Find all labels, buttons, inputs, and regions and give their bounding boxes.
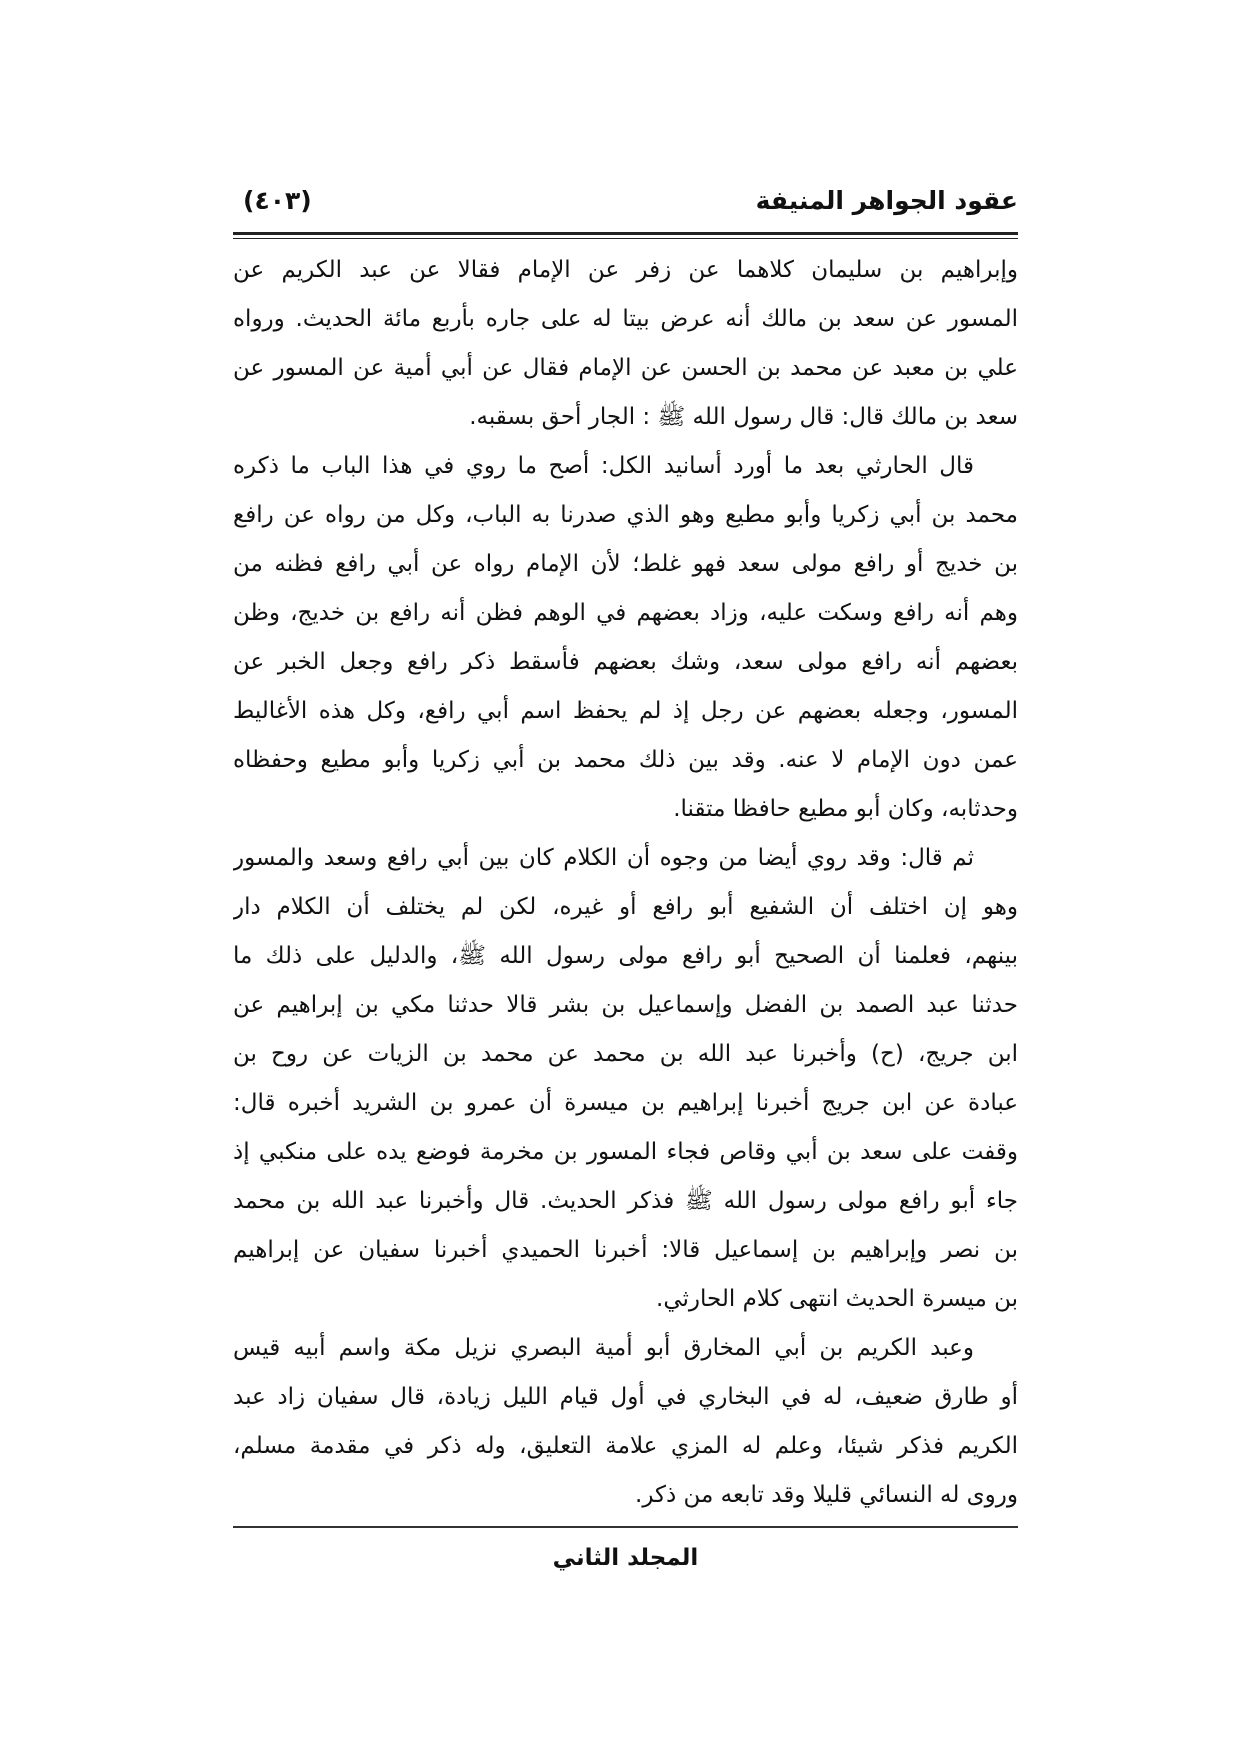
text-line: علي بن معبد عن محمد بن الحسن عن الإمام فقال عن أبي أمية عن المسور عن <box>233 355 1018 381</box>
text-line: المسور عن سعد بن مالك أنه عرض بيتا له على جاره بأربع مائة الحديث. ورواه <box>233 306 1018 332</box>
text-line: بينهم، فعلمنا أن الصحيح أبو رافع مولى رسول الله ﷺ، والدليل على ذلك ما <box>233 943 1018 969</box>
text-line: محمد بن أبي زكريا وأبو مطيع وهو الذي صدرنا به الباب، وكل من رواه عن رافع <box>233 502 1018 528</box>
text-line: أو طارق ضعيف، له في البخاري في أول قيام الليل زيادة، قال سفيان زاد عبد <box>233 1384 1018 1410</box>
text-line: وروى له النسائي قليلا وقد تابعه من ذكر. <box>635 1482 1018 1508</box>
text-line: وحدثابه، وكان أبو مطيع حافظا متقنا. <box>673 796 1018 822</box>
volume-label: المجلد الثاني <box>552 1545 699 1571</box>
text-line: عمن دون الإمام لا عنه. وقد بين ذلك محمد بن أبي زكريا وأبو مطيع وحفظاه <box>233 747 1018 773</box>
text-line: حدثنا عبد الصمد بن الفضل وإسماعيل بن بشر قالا حدثنا مكي بن إبراهيم عن <box>233 992 1018 1018</box>
text-line: وقفت على سعد بن أبي وقاص فجاء المسور بن مخرمة فوضع يده على منكبي إذ <box>233 1139 1018 1165</box>
text-line: بعضهم أنه رافع مولى سعد، وشك بعضهم فأسقط ذكر رافع وجعل الخبر عن <box>233 649 1018 675</box>
paragraph <box>233 246 1018 442</box>
header-rule-thin <box>233 238 1018 239</box>
book-title: عقود الجواهر المنيفة <box>755 186 1018 215</box>
text-line: وعبد الكريم بن أبي المخارق أبو أمية البصري نزيل مكة واسم أبيه قيس <box>233 1335 974 1361</box>
body-text <box>233 246 1018 1520</box>
paragraph <box>233 1324 1018 1520</box>
text-line: سعد بن مالك قال: قال رسول الله ﷺ : الجار أحق بسقبه. <box>469 404 1018 430</box>
text-line: المسور، وجعله بعضهم عن رجل إذ لم يحفظ اسم أبي رافع، وكل هذه الأغاليط <box>233 698 1018 724</box>
text-line: بن نصر وإبراهيم بن إسماعيل قالا: أخبرنا الحميدي أخبرنا سفيان عن إبراهيم <box>233 1237 1018 1263</box>
text-line: وإبراهيم بن سليمان كلاهما عن زفر عن الإمام فقالا عن عبد الكريم عن <box>233 257 1018 283</box>
text-line: وهم أنه رافع وسكت عليه، وزاد بعضهم في الوهم فظن أنه رافع بن خديج، وظن <box>233 600 1018 626</box>
running-header <box>233 186 1018 226</box>
text-line: عبادة عن ابن جريج أخبرنا إبراهيم بن ميسرة أن عمرو بن الشريد أخبره قال: <box>233 1090 1018 1116</box>
header-rule-thick <box>233 232 1018 235</box>
text-line: وهو إن اختلف أن الشفيع أبو رافع أو غيره، لكن لم يختلف أن الكلام دار <box>233 894 1018 920</box>
text-line: ثم قال: وقد روي أيضا من وجوه أن الكلام كان بين أبي رافع وسعد والمسور <box>233 845 974 871</box>
page-number: (٤٠٣) <box>243 186 312 215</box>
text-line: بن خديج أو رافع مولى سعد فهو غلط؛ لأن الإمام رواه عن أبي رافع فظنه من <box>233 551 1018 577</box>
text-line: الكريم فذكر شيئا، وعلم له المزي علامة التعليق، وله ذكر في مقدمة مسلم، <box>233 1433 1018 1459</box>
footer-rule <box>233 1526 1018 1528</box>
text-line: جاء أبو رافع مولى رسول الله ﷺ فذكر الحديث. قال وأخبرنا عبد الله بن محمد <box>233 1188 1018 1214</box>
paragraph <box>233 834 1018 1324</box>
paragraph <box>233 442 1018 834</box>
text-line: قال الحارثي بعد ما أورد أسانيد الكل: أصح ما روي في هذا الباب ما ذكره <box>233 453 974 479</box>
text-line: ابن جريج، (ح) وأخبرنا عبد الله بن محمد عن محمد بن الزيات عن روح بن <box>233 1041 1018 1067</box>
text-line: بن ميسرة الحديث انتهى كلام الحارثي. <box>656 1286 1018 1312</box>
